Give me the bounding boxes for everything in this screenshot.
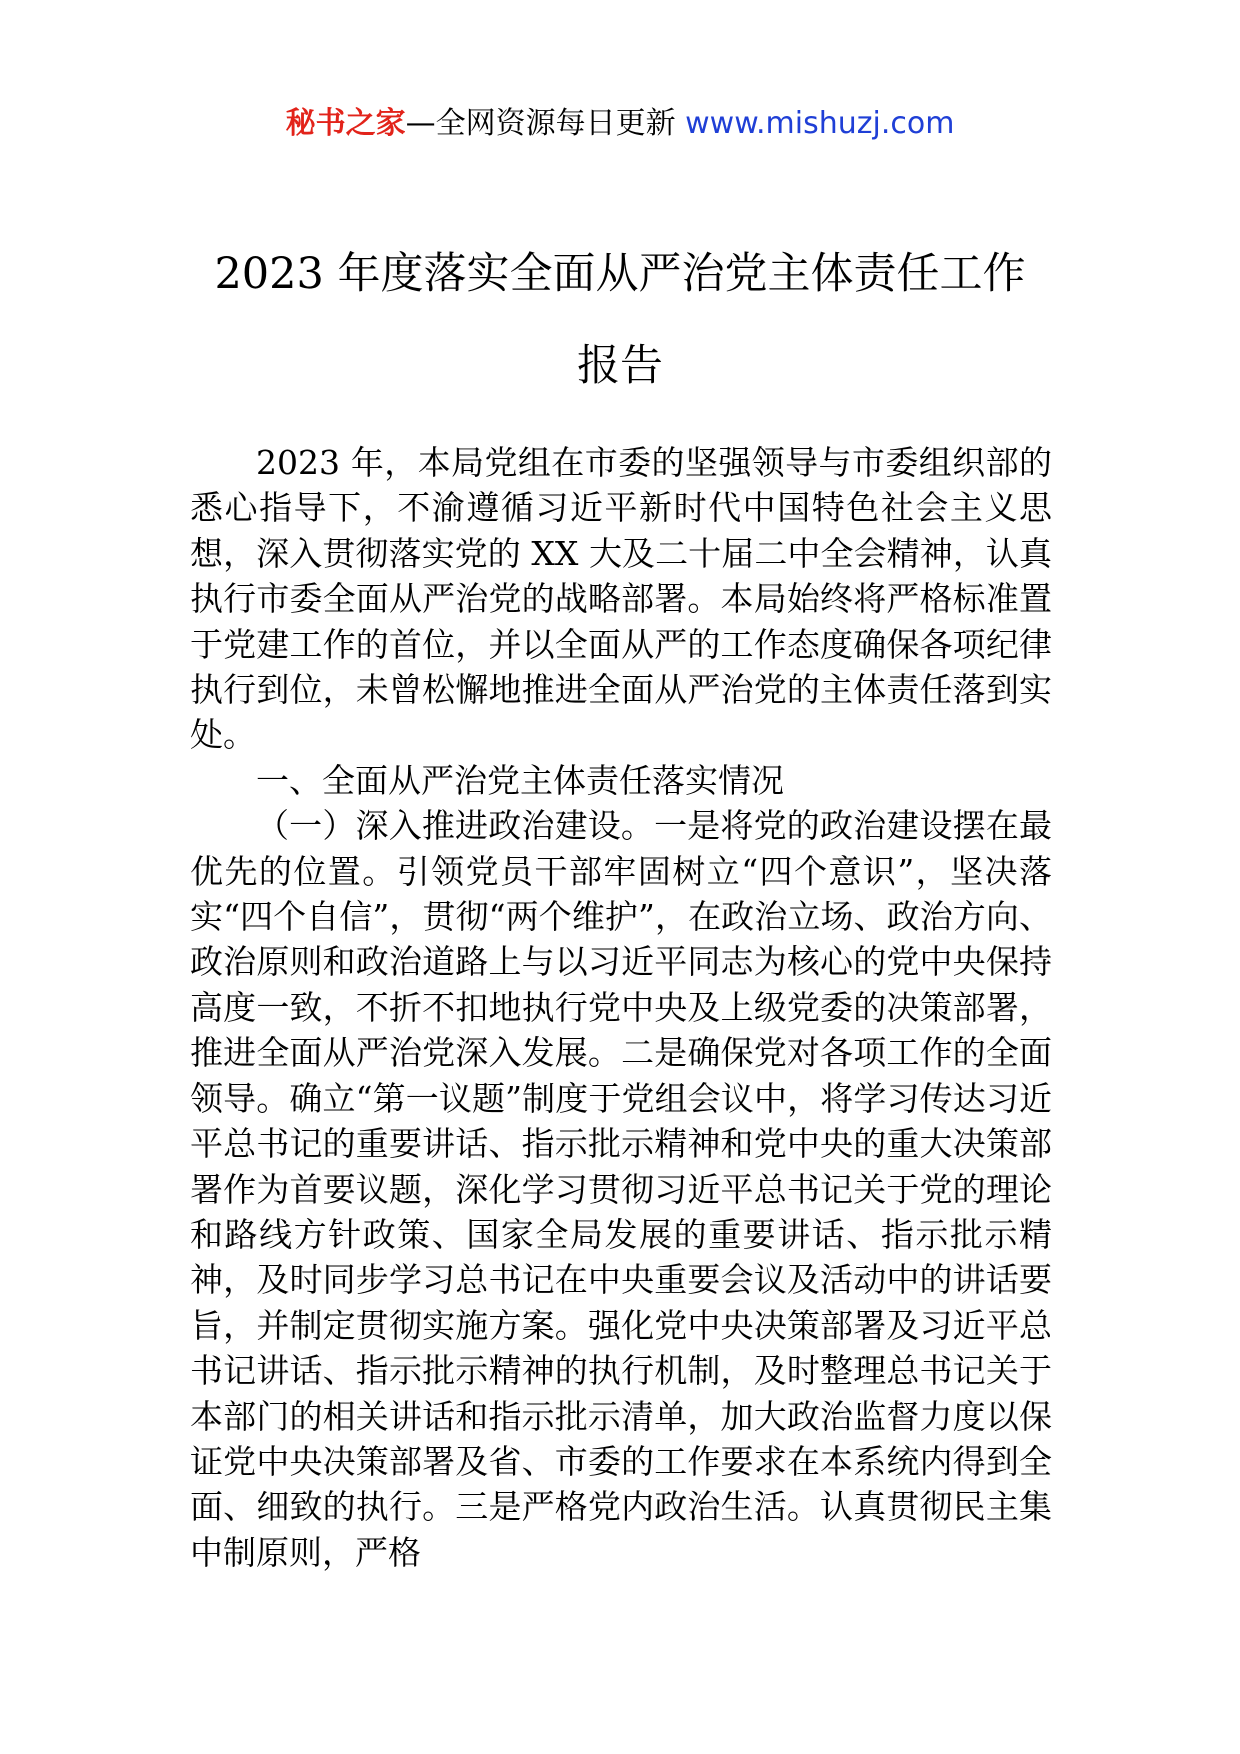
document-title [0,228,1240,412]
document-title-line-2: 报告 [577,341,663,391]
document-title-line-1: 2023 年度落实全面从严治党主体责任工作 [214,249,1026,299]
document-body [190,440,1052,1575]
banner-brand: 秘书之家 [285,106,406,141]
banner-tagline: —全网资源每日更新 [405,106,676,141]
intro-paragraph: 2023 年，本局党组在市委的坚强领导与市委组织部的悉心指导下，不渝遵循习近平新时代中国特色社会主义思想，深入贯彻落实党的 XX 大及二十届二中全会精神，认真执行市委全面从严治党的战略部署。本局始终将严格标准置于党建工作的首位，并以全面从严的工作态度确保各项纪律执行到位，未曾松懈地推进全面从严治党的主体责任落到实处。 [190,443,1052,755]
banner-url-link[interactable]: www.mishuzj.com [685,106,955,141]
subsection-paragraph: （一）深入推进政治建设。一是将党的政治建设摆在最优先的位置。引领党员干部牢固树立“四个意识”，坚决落实“四个自信”，贯彻“两个维护”，在政治立场、政治方向、政治原则和政治道路上与以习近平同志为核心的党中央保持高度一致，不折不扣地执行党中央及上级党委的决策部署，推进全面从严治党深入发展。二是确保党对各项工作的全面领导。确立“第一议题”制度于党组会议中，将学习传达习近平总书记的重要讲话、指示批示精神和党中央的重大决策部署作为首要议题，深化学习贯彻习近平总书记关于党的理论和路线方针政策、国家全局发展的重要讲话、指示批示精神，及时同步学习总书记在中央重要会议及活动中的讲话要旨，并制定贯彻实施方案。强化党中央决策部署及习近平总书记讲话、指示批示精神的执行机制，及时整理总书记关于本部门的相关讲话和指示批示清单，加大政治监督力度以保证党中央决策部署及省、市委的工作要求在本系统内得到全面、细致的执行。三是严格党内政治生活。认真贯彻民主集中制原则，严格 [190,806,1052,1572]
site-banner [0,104,1240,144]
section-heading: 一、全面从严治党主体责任落实情况 [256,760,784,800]
